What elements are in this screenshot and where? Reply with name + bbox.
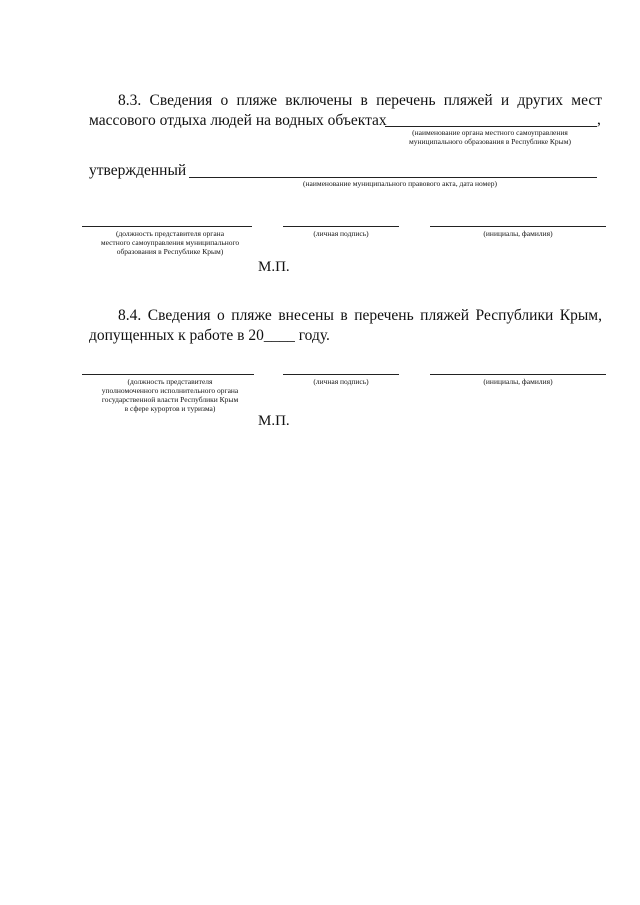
position-hint-8-3-line-3: образования в Республике Крым) <box>116 247 224 256</box>
section-8-3-line-2: массового отдыха людей на водных объектах <box>89 112 387 129</box>
position-hint-8-4-line-3: государственной власти Республики Крым <box>101 395 239 404</box>
position-hint-8-4-line-1: (должность представителя <box>127 377 213 386</box>
position-hint-8-4 <box>82 377 258 413</box>
approved-act-field-line[interactable] <box>189 177 597 178</box>
signature-field-line-8-3[interactable] <box>283 226 399 227</box>
body-name-field-line[interactable] <box>385 126 597 127</box>
signature-field-line-8-4[interactable] <box>283 374 399 375</box>
name-field-line-8-3[interactable] <box>430 226 606 227</box>
body-name-hint <box>380 128 600 146</box>
section-8-3-comma: , <box>597 111 601 128</box>
approved-label: утвержденный <box>89 162 187 179</box>
position-hint-8-3 <box>82 229 258 256</box>
stamp-place-8-4: М.П. <box>258 413 290 429</box>
name-field-line-8-4[interactable] <box>430 374 606 375</box>
name-hint-8-4: (инициалы, фамилия) <box>483 377 553 386</box>
position-hint-8-4-line-2: уполномоченного исполнительного органа <box>101 386 239 395</box>
section-8-3-line-1: 8.3. Сведения о пляже включены в перечень пляжей и других мест <box>118 92 602 109</box>
signature-hint-8-3: (личная подпись) <box>313 229 369 238</box>
position-hint-8-4-line-4: в сфере курортов и туризма) <box>124 404 216 413</box>
body-name-hint-line-1: (наименование органа местного самоуправления <box>412 128 568 137</box>
position-hint-8-3-line-1: (должность представителя органа <box>115 229 225 238</box>
position-field-line-8-3[interactable] <box>82 226 252 227</box>
section-8-4-line-2: допущенных к работе в 20____ году. <box>89 327 330 344</box>
position-hint-8-3-line-2: местного самоуправления муниципального <box>100 238 240 247</box>
body-name-hint-line-2: муниципального образования в Республике Крым) <box>409 137 571 146</box>
stamp-place-8-3: М.П. <box>258 259 290 275</box>
signature-hint-8-4: (личная подпись) <box>313 377 369 386</box>
name-hint-8-3: (инициалы, фамилия) <box>483 229 553 238</box>
position-field-line-8-4[interactable] <box>82 374 254 375</box>
approved-act-hint: (наименование муниципального правового акта, дата номер) <box>303 179 497 188</box>
section-8-4-line-1: 8.4. Сведения о пляже внесены в перечень пляжей Республики Крым, <box>118 307 602 324</box>
